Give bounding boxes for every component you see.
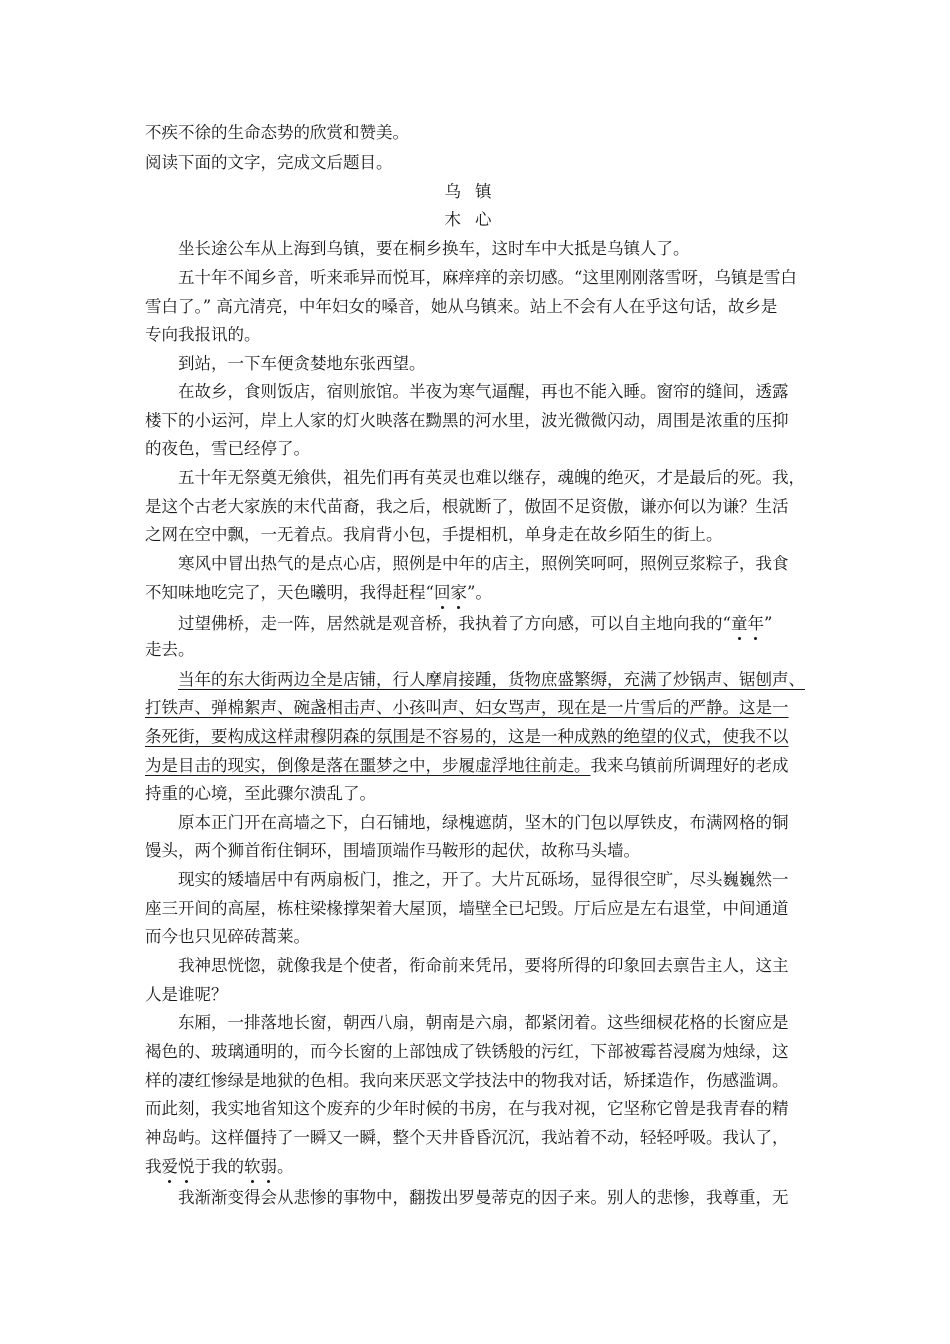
paragraph-line: 之网在空中飘，一无着点。我肩背小包，手提相机，单身走在故乡陌生的街上。 [145,525,723,544]
line-text: ” [763,614,773,633]
paragraph-line: 馒头，两个狮首衔住铜环，围墙顶端作马鞍形的起伏，故称马头墙。 [145,841,640,860]
paragraph-line: 我渐渐变得会从悲惨的事物中，翻拨出罗曼蒂克的因子来。别人的悲惨，我尊重，无 [178,1188,789,1207]
paragraph-line: 我神思恍惚，就像我是个使者，衔命前来凭吊，要将所得的印象回去禀告主人，这主 [178,956,789,975]
paragraph-line: 而此刻，我实地省知这个废弃的少年时候的书房，在与我对视，它坚称它曾是我青春的精 [145,1099,789,1118]
paragraph-line: 走去。 [145,640,195,659]
paragraph-line: 寒风中冒出热气的是点心店，照例是中年的店主，照例笑呵呵，照例豆浆粽子，我食 [178,554,789,573]
paragraph-line: 持重的心境，至此骤尔溃乱了。 [145,784,376,803]
paragraph-line: 到站，一下车便贪婪地东张西望。 [178,354,426,373]
paragraph-line: 坐长途公车从上海到乌镇，要在桐乡换车，这时车中大抵是乌镇人了。 [178,239,690,258]
emphasis-char: 悦 [178,1157,195,1176]
article-author: 木心 [444,210,506,229]
emphasis-char: 软 [244,1157,261,1176]
underlined-line: 打铁声、弹棉絮声、碗盏相击声、小孩叫声、妇女骂声，现在是一片雪后的严静。这是一 [145,698,789,717]
paragraph-line [145,1157,294,1177]
paragraph-line: 在故乡，食则饭店，宿则旅馆。半夜为寒气逼醒，再也不能入睡。窗帘的缝间，透露 [178,382,789,401]
paragraph-line [178,614,772,634]
paragraph-line: 楼下的小运河，岸上人家的灯火映落在黝黑的河水里，波光微微闪动，周围是浓重的压抑 [145,411,789,430]
emphasis-char: 弱 [260,1157,277,1176]
paragraph-line: 现实的矮墙居中有两扇板门，推之，开了。大片瓦砾场，显得很空旷，尽头巍巍然一 [178,870,789,889]
line-text: 我来乌镇前所调理好的老成 [590,756,789,775]
paragraph-line: 样的凄红惨绿是地狱的色相。我向来厌恶文学技法中的物我对话，矫揉造作，伤感滥调。 [145,1071,789,1090]
paragraph-line: 五十年不闻乡音，听来乖异而悦耳，麻痒痒的亲切感。“这里刚刚落雪呀，乌镇是雪白 [178,268,797,287]
article-title: 乌镇 [444,182,506,201]
emphasis-char: 爱 [161,1157,178,1176]
paragraph-line: 神岛屿。这样僵持了一瞬又一瞬，整个天井昏昏沉沉，我站着不动，轻轻呼吸。我认了， [145,1128,789,1147]
paragraph-line: 原本正门开在高墙之下，白石铺地，绿槐遮荫，坚木的门包以厚铁皮，布满网格的铜 [178,813,789,832]
paragraph-line: 东厢，一排落地长窗，朝西八扇，朝南是六扇，都紧闭着。这些细棂花格的长窗应是 [178,1013,789,1032]
line-text: 于我的 [194,1157,244,1176]
emphasis-char: 回 [433,583,451,602]
paragraph-line: 座三开间的高屋，栋柱梁椽撑架着大屋顶，墙壁全已圮毁。厅后应是左右退堂，中间通道 [145,899,789,918]
paragraph-line: 是这个古老大家族的末代苗裔，我之后，根就断了，傲固不足资傲，谦亦何以为谦？生活 [145,497,789,516]
underlined-line: 条死街，要构成这样肃穆阴森的氛围是不容易的，这是一种成熟的绝望的仪式，使我不以 [145,727,789,746]
paragraph-line: 而今也只见碎砖蒿莱。 [145,927,310,946]
line-text: ”。 [466,583,492,602]
underlined-line: 当年的东大街两边全是店铺，行人摩肩接踵，货物庶盛繁缛，充满了炒锅声、锯刨声、 [178,670,805,689]
paragraph-line: 不疾不徐的生命态势的欣赏和赞美。 [145,123,409,142]
paragraph-line: 专向我报讯的。 [145,325,261,344]
reading-instruction: 阅读下面的文字，完成文后题目。 [145,153,393,172]
emphasis-char: 家 [450,583,467,602]
paragraph-line: 五十年无祭奠无飨供，祖先们再有英灵也难以继存，魂魄的绝灭，才是最后的死。我， [178,468,805,487]
line-text: 我 [145,1157,162,1176]
line-text: 不知味地吃完了，天色曦明，我得赶程“ [145,583,434,602]
paragraph-line: 褐色的、玻璃通明的，而今长窗的上部蚀成了铁锈般的污红，下部被霉苔浸腐为烛绿，这 [145,1042,789,1061]
line-text: 。 [277,1157,294,1176]
paragraph-line [145,583,492,603]
underlined-text: 为是目击的现实，倒像是落在噩梦之中，步履虚浮地往前走。 [145,756,591,775]
emphasis-char: 年 [747,614,764,633]
line-text: 过望佛桥，走一阵，居然就是观音桥，我执着了方向感，可以自主地向我的“ [178,614,731,633]
paragraph-line [145,756,789,776]
paragraph-line: 人是谁呢？ [145,985,228,1004]
paragraph-line: 的夜色，雪已经停了。 [145,439,310,458]
emphasis-char: 童 [730,614,748,633]
paragraph-line: 雪白了。” 高亢清亮，中年妇女的嗓音，她从乌镇来。站上不会有人在乎这句话，故乡是 [145,297,778,316]
